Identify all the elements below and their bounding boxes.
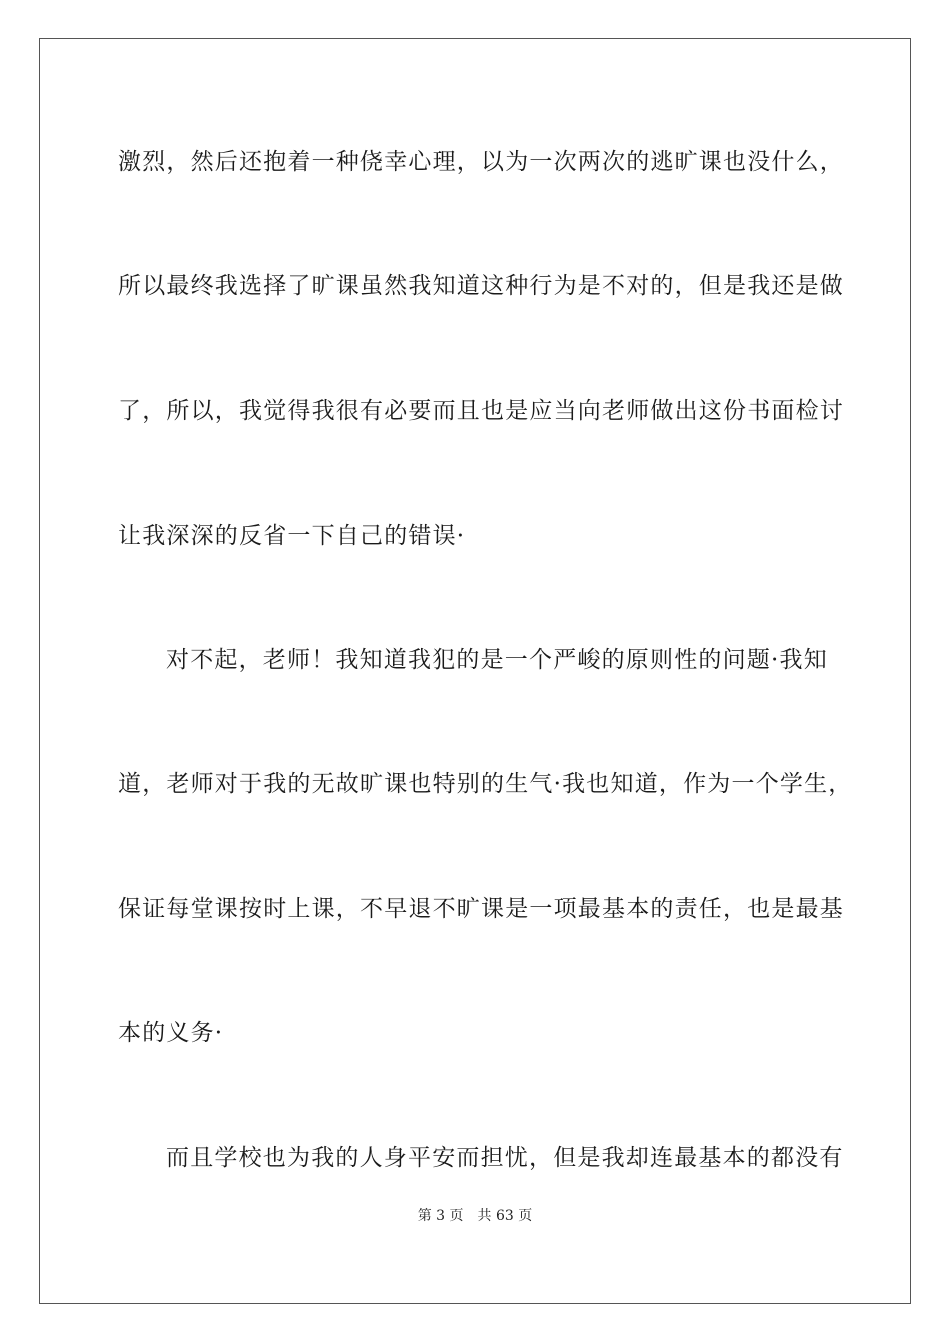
text-line-3: 了，所以，我觉得我很有必要而且也是应当向老师做出这份书面检讨 (118, 398, 844, 424)
text-line-5: 对不起，老师！我知道我犯的是一个严峻的原则性的问题·我知 (166, 647, 828, 673)
text-line-6: 道，老师对于我的无故旷课也特别的生气·我也知道，作为一个学生， (118, 771, 853, 797)
text-line-9: 而且学校也为我的人身平安而担忧，但是我却连最基本的都没有 (166, 1145, 844, 1171)
text-line-4: 让我深深的反省一下自己的错误· (118, 523, 466, 549)
page-footer (0, 1206, 950, 1226)
text-line-7: 保证每堂课按时上课，不早退不旷课是一项最基本的责任，也是最基 (118, 896, 844, 922)
text-line-2: 所以最终我选择了旷课虽然我知道这种行为是不对的，但是我还是做 (118, 273, 844, 299)
text-line-1: 激烈，然后还抱着一种侥幸心理，以为一次两次的逃旷课也没什么， (118, 149, 844, 175)
page-total: 共 63 页 (477, 1208, 533, 1224)
page-frame (39, 38, 911, 1304)
text-line-8: 本的义务· (118, 1020, 224, 1046)
page-number: 第 3 页 (417, 1208, 464, 1224)
